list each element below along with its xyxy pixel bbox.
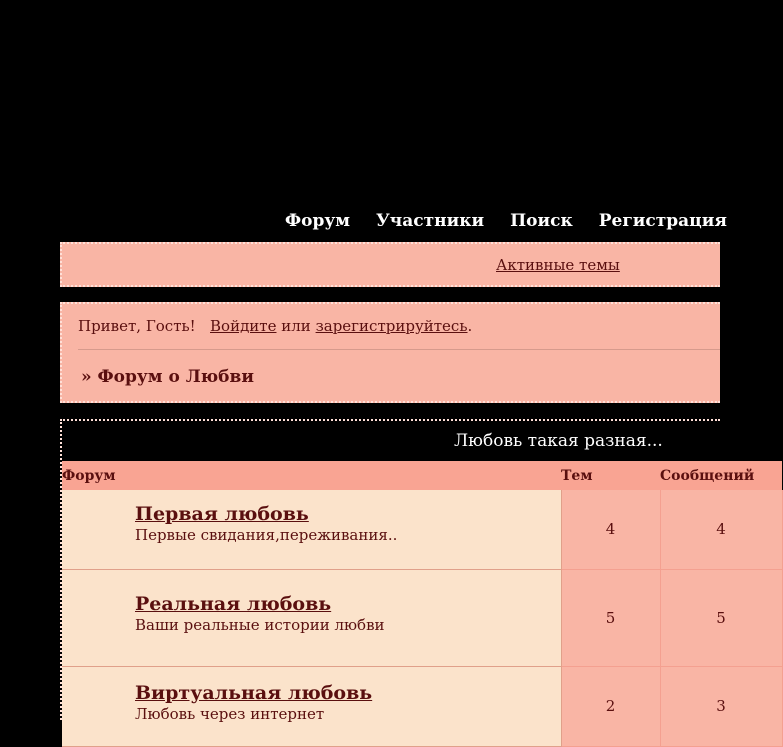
register-link[interactable]: зарегистрируйтесь [315, 317, 468, 335]
topics-count: 4 [561, 490, 660, 569]
period-text: . [467, 317, 473, 335]
forum-cell [62, 490, 561, 569]
forum-cell [62, 666, 561, 746]
posts-count: 5 [660, 569, 782, 666]
column-header-posts: Сообщений [660, 461, 782, 490]
welcome-message [78, 317, 472, 335]
table-header-row [62, 461, 782, 490]
table-row [62, 666, 782, 746]
column-header-forum: Форум [62, 461, 561, 490]
nav-forum-link[interactable]: Форум [285, 211, 351, 231]
topics-count: 5 [561, 569, 660, 666]
table-row [62, 490, 782, 569]
forum-description: Первые свидания,переживания.. [135, 526, 398, 544]
quick-links-panel [60, 242, 720, 287]
table-row [62, 569, 782, 666]
welcome-panel [60, 302, 720, 403]
forum-cell [62, 569, 561, 666]
breadcrumb[interactable]: » Форум о Любви [81, 367, 254, 387]
column-header-topics: Тем [561, 461, 660, 490]
or-text: или [281, 317, 311, 335]
forum-title-link[interactable]: Реальная любовь [135, 592, 332, 615]
greeting-text: Привет, Гость! [78, 317, 196, 335]
topics-count: 2 [561, 666, 660, 746]
category-title[interactable]: Любовь такая разная... [62, 421, 720, 461]
login-link[interactable]: Войдите [210, 317, 277, 335]
active-topics-link[interactable]: Активные темы [496, 256, 620, 274]
posts-count: 4 [660, 490, 782, 569]
nav-members-link[interactable]: Участники [376, 211, 485, 231]
divider [78, 349, 720, 350]
forum-description: Ваши реальные истории любви [135, 615, 385, 634]
top-navigation [285, 211, 727, 235]
forum-title-link[interactable]: Первая любовь [135, 503, 309, 525]
forum-title-link[interactable]: Виртуальная любовь [135, 681, 373, 704]
posts-count: 3 [660, 666, 782, 746]
forum-table [62, 461, 783, 747]
nav-register-link[interactable]: Регистрация [598, 211, 727, 231]
forum-category [60, 419, 755, 723]
forum-description: Любовь через интернет [135, 704, 325, 723]
nav-search-link[interactable]: Поиск [510, 211, 573, 231]
